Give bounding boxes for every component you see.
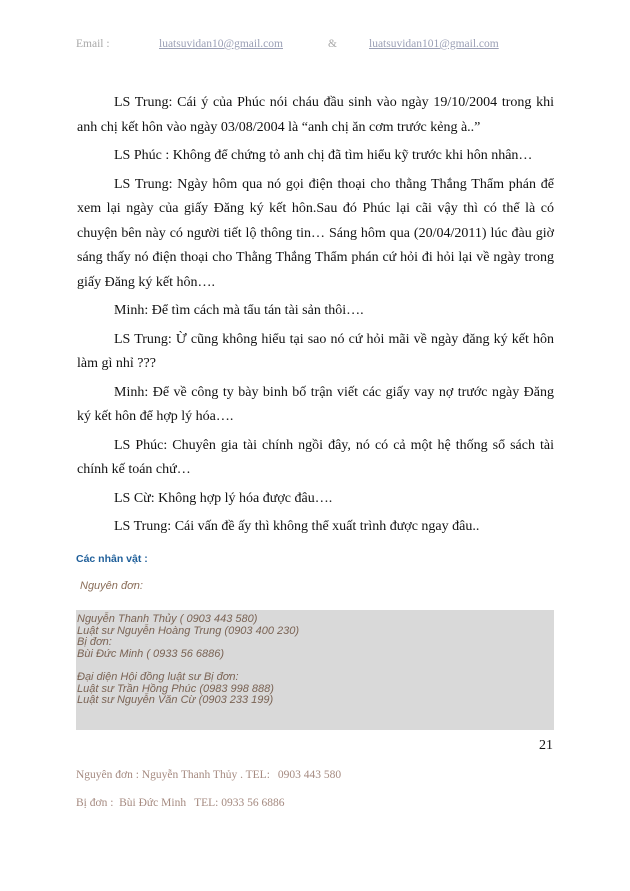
plaintiff-name: Nguyễn Thanh Thủy ( 0903 443 580) <box>77 613 258 625</box>
transcript-paragraph: LS Phúc : Không để chứng tỏ anh chị đã tìm hiểu kỹ trước khi hôn nhân… <box>114 148 533 163</box>
footer-plaintiff-phone: 0903 443 580 <box>277 769 342 781</box>
footer-defendant <box>76 797 284 809</box>
email-link-1[interactable]: luatsuvidan10@gmail.com <box>159 38 283 50</box>
defendant-name: Bùi Đức Minh ( 0933 56 6886) <box>77 647 224 660</box>
transcript-paragraph: LS Trung: Cái ý của Phúc nói cháu đầu sinh vào ngày 19/10/2004 trong khi anh chị kết hôn vào ngày 03/08/2004 là “anh chị ăn cơm trước kẻng à..” <box>77 95 554 135</box>
plaintiff-heading: Nguyên đơn: <box>80 580 143 592</box>
footer-defendant-phone: TEL: 0933 56 6886 <box>194 797 285 809</box>
plaintiff-lawyer: Luật sư Nguyễn Hoàng Trung (0903 400 230) <box>77 624 300 637</box>
transcript-paragraph: LS Trung: Ừ cũng không hiểu tại sao nó cứ hỏi mãi về ngày đăng ký kết hôn làm gì nhỉ ??? <box>77 331 554 371</box>
cast-title: Các nhân vật : <box>76 553 148 565</box>
cast-box <box>76 610 554 730</box>
transcript-paragraph: Minh: Để về công ty bày binh bố trận viết các giấy vay nợ trước ngày Đăng ký kết hôn để hợp lý hóa…. <box>77 384 554 424</box>
defendant-lawyer-2: Luật sư Nguyễn Văn Cừ (0903 233 199) <box>77 694 274 706</box>
transcript-paragraph: Minh: Để tìm cách mà tẩu tán tài sản thôi…. <box>114 303 364 318</box>
transcript-body <box>77 91 554 544</box>
footer-plaintiff <box>76 769 341 781</box>
transcript-paragraph: LS Phúc: Chuyên gia tài chính ngồi đây, nó có cả một hệ thống sổ sách tài chính kế toán chứ… <box>77 437 554 477</box>
defendant-rep-label: Đại diện Hội đồng luật sư Bị đơn: <box>77 671 239 683</box>
email-separator: & <box>328 38 337 50</box>
footer-defendant-label: Bị đơn : Bùi Đức Minh <box>76 797 187 809</box>
defendant-label: Bị đơn: <box>77 636 112 648</box>
footer-plaintiff-label: Nguyên đơn : Nguyễn Thanh Thủy . TEL: <box>76 769 270 781</box>
email-label: Email : <box>76 38 110 50</box>
transcript-paragraph: LS Trung: Cái vấn đề ấy thì không thể xuất trình được ngay đâu.. <box>114 519 480 534</box>
page-number: 21 <box>539 738 553 753</box>
defendant-lawyer-1: Luật sư Trần Hồng Phúc (0983 998 888) <box>77 682 274 695</box>
transcript-paragraph: LS Trung: Ngày hôm qua nó gọi điện thoại cho thằng Thắng Thẩm phán để xem lại ngày của giấy Đăng ký kết hôn.Sau đó Phúc lại cãi vậy thì có thể là có chuyện bên này có người tiết lộ thông tin… Sáng hôm qua (20/04/2011) lúc đàu giờ sáng thấy nó điện thoại cho Thằng Thắng Thẩm phán cứ hỏi đi hỏi lại về ngày trong giấy Đăng ký kết hôn…. <box>77 176 554 290</box>
email-link-2[interactable]: luatsuvidan101@gmail.com <box>369 38 499 50</box>
transcript-paragraph: LS Cừ: Không hợp lý hóa được đâu…. <box>114 490 333 506</box>
